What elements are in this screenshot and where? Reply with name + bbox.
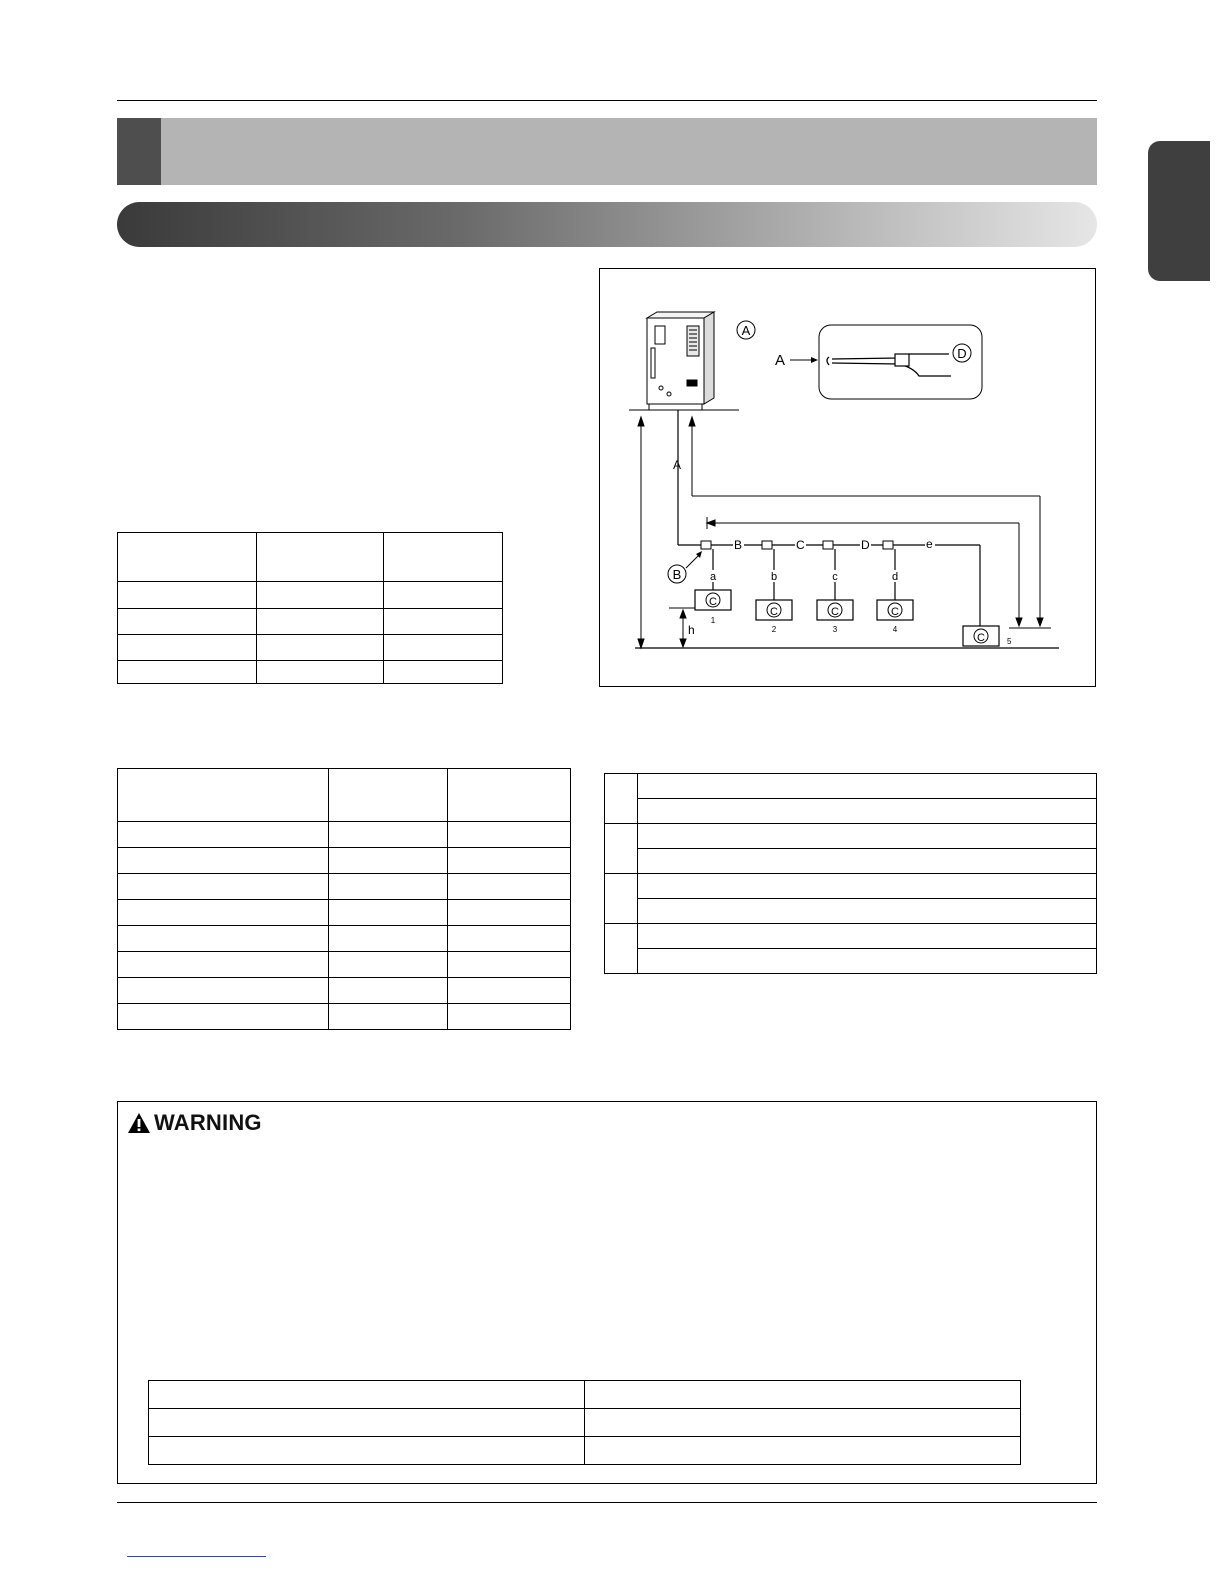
indoor-unit-2	[756, 600, 792, 634]
table-row	[605, 924, 1097, 949]
svg-text:C: C	[891, 606, 899, 618]
table-row	[149, 1437, 1021, 1465]
svg-text:4: 4	[892, 625, 898, 634]
table-row	[118, 848, 571, 874]
svg-text:e: e	[926, 537, 933, 551]
svg-text:C: C	[770, 606, 778, 618]
table-row	[118, 661, 503, 684]
svg-text:2: 2	[771, 625, 777, 634]
indoor-unit-3	[817, 600, 853, 634]
indoor-unit-1	[695, 590, 731, 625]
table-row	[605, 799, 1097, 824]
outdoor-unit-icon	[647, 312, 714, 410]
table-row	[118, 1004, 571, 1030]
svg-text:d: d	[891, 571, 899, 583]
spec-table-1	[117, 532, 503, 684]
svg-text:A: A	[775, 352, 786, 369]
warning-title: WARNING	[154, 1110, 262, 1135]
table-row	[118, 952, 571, 978]
indoor-unit-5	[963, 626, 1012, 646]
table-row	[149, 1381, 1021, 1409]
table-row	[118, 978, 571, 1004]
piping-diagram-frame	[599, 268, 1096, 687]
warning-table	[148, 1380, 1021, 1465]
table-row	[118, 874, 571, 900]
table-row	[118, 926, 571, 952]
indoor-unit-4	[877, 600, 913, 634]
svg-text:3: 3	[832, 625, 838, 634]
svg-text:A: A	[673, 458, 682, 472]
footer-rule	[117, 1502, 1097, 1503]
svg-text:D: D	[957, 346, 967, 361]
header-rule	[117, 100, 1097, 101]
table-row	[605, 874, 1097, 899]
y-branch-detail	[775, 325, 982, 399]
table-row	[605, 899, 1097, 924]
svg-text:A: A	[741, 323, 751, 338]
svg-text:b: b	[770, 571, 778, 583]
table-cell	[118, 533, 257, 582]
svg-text:C: C	[977, 632, 985, 644]
svg-text:a: a	[709, 571, 717, 583]
table-row	[149, 1409, 1021, 1437]
spec-table-2	[117, 768, 571, 1030]
table-row	[605, 849, 1097, 874]
footer-link[interactable]	[127, 1556, 266, 1557]
table-row	[118, 900, 571, 926]
svg-text:D: D	[861, 538, 870, 552]
table-row	[118, 822, 571, 848]
table-row	[118, 609, 503, 635]
table-row	[605, 949, 1097, 974]
table-row	[605, 774, 1097, 799]
svg-text:B: B	[672, 567, 682, 582]
svg-text:c: c	[832, 571, 838, 583]
section-number-tab	[117, 118, 161, 185]
warning-triangle-icon	[127, 1112, 151, 1134]
table-row	[605, 824, 1097, 849]
table-row	[118, 582, 503, 609]
svg-text:C: C	[796, 538, 805, 552]
total-height-dimension	[638, 417, 644, 648]
piping-diagram	[599, 268, 1096, 687]
svg-text:B: B	[734, 538, 743, 552]
table-cell	[384, 533, 503, 582]
warning-heading	[127, 1110, 262, 1136]
section-title-bar	[117, 118, 1097, 185]
legend-table	[604, 773, 1097, 974]
svg-text:h: h	[688, 623, 695, 637]
label-outdoor-unit	[737, 321, 755, 339]
svg-text:C: C	[831, 606, 839, 618]
label-branch-pipe	[668, 551, 702, 583]
subsection-title-bar	[117, 202, 1097, 247]
table-row	[118, 635, 503, 661]
svg-text:C: C	[709, 596, 717, 608]
table-cell	[256, 533, 384, 582]
svg-text:5: 5	[1007, 637, 1012, 646]
side-chapter-tab[interactable]	[1148, 141, 1210, 281]
svg-text:1: 1	[710, 616, 716, 625]
